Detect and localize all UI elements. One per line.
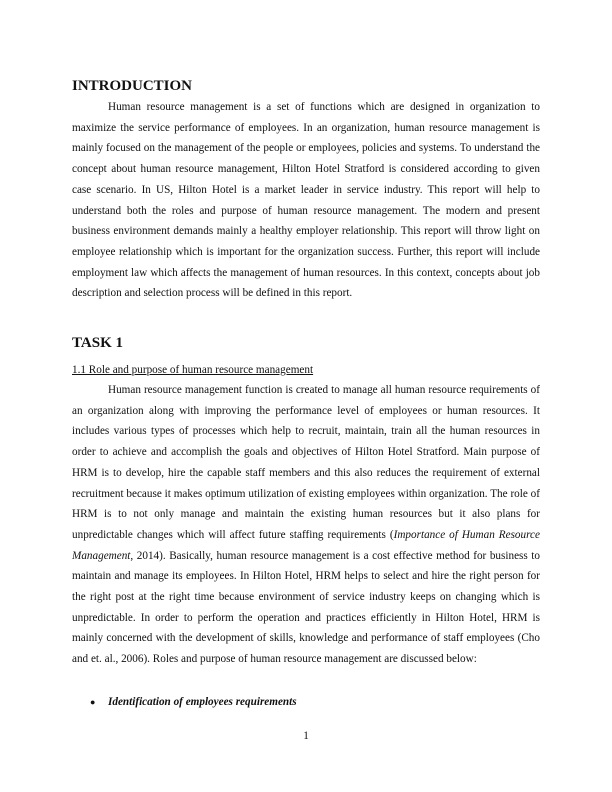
section-title: 1.1 Role and purpose of human resource management: [72, 364, 314, 376]
intro-heading: INTRODUCTION: [72, 78, 193, 94]
bullet-text: Identification of employees requirements: [108, 696, 297, 708]
citation-italic: Importance of Human Resource Management: [72, 528, 540, 562]
task-paragraph: [72, 380, 540, 670]
intro-paragraph: Human resource management is a set of functions which are designed in organization to maximize the service performance of employees. In an organization, human resource management is mainly focused on the management of the people or employees, policies and systems. To understand the concept about human resource management, Hilton Hotel Stratford is considered according to given case scenario. In US, Hilton Hotel is a market leader in service industry. This report will help to understand both the roles and purpose of human resource management. The modern and present business environment demands mainly a healthy employer relationship. This report will throw light on employee relationship which is important for the organization success. Further, this report will include employment law which affects the management of human resources. In this context, concepts about job description and selection process will be defined in this report.: [72, 101, 540, 300]
task-heading: TASK 1: [72, 335, 123, 351]
task-paragraph-text-2: , 2014). Basically, human resource management is a cost effective method for business to maintain and manage its employees. In Hilton Hotel, HRM helps to select and hire the right person for the right post at the right time because environment of service industry keeps on changing which is unpredictable. In order to perform the operation and practices efficiently in Hilton Hotel, HRM is mainly concerned with the development of skills, knowledge and performance of staff employees (Cho and et. al., 2006). Roles and purpose of human resource management are discussed below:: [72, 549, 540, 666]
bullet-list-item: [90, 693, 297, 711]
page-number: 1: [303, 730, 309, 742]
task-paragraph-text-1: Human resource management function is created to manage all human resource requirements of an organization along with improving the performance level of employees or human resources. It includes various types of processes which help to recruit, maintain, train all the human resources in order to achieve and accomplish the goals and objectives of Hilton Hotel Stratford. Main purpose of HRM is to develop, hire the capable staff members and this also reduces the requirement of external recruitment because it makes optimum utilization of existing employees within organization. The role of HRM is to not only manage and maintain the existing human resources but it also plans for unpredictable changes which will affect future staffing requirements (: [72, 384, 540, 541]
bullet-icon: ●: [90, 697, 96, 707]
